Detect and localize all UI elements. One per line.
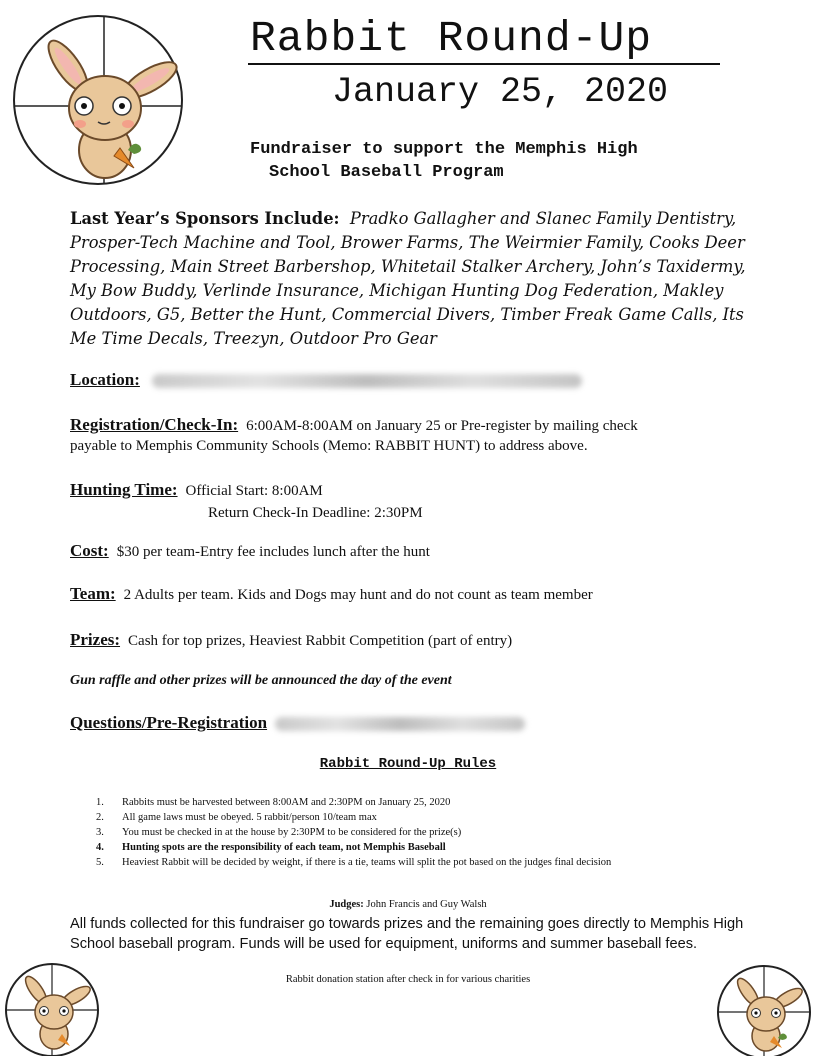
fundraiser-tagline [250, 138, 730, 184]
rules-list [96, 795, 776, 870]
prizes-section [70, 630, 770, 650]
donation-note: Rabbit donation station after check in for various charities [285, 974, 531, 985]
rule-text: All game laws must be obeyed. 5 rabbit/person 10/team max [122, 812, 377, 823]
rule-item [96, 795, 776, 810]
cost-label: Cost: [70, 541, 109, 560]
sponsors-list: Pradko Gallagher and Slanec Family Dentistry, Prosper-Tech Machine and Tool, Brower Farms, The Weirmier Family, Cooks Deer Processing, Main Street Barbershop, Whitetail Stalker Archery, John’s Taxidermy, My Bow Buddy, Verlinde Insurance, Michigan Hunting Dog Federation, Makley Outdoors, G5, Better the Hunt, Commercial Divers, Timber Freak Game Calls, Its Me Time Decals, Treezyn, Outdoor Pro Gear [70, 209, 746, 348]
rule-number: 3. [96, 827, 104, 838]
redacted-contact [275, 717, 525, 731]
rule-text: Rabbits must be harvested between 8:00AM and 2:30PM on January 25, 2020 [122, 797, 451, 808]
sponsors-section [70, 207, 760, 351]
judges-label: Judges: [329, 899, 364, 910]
rule-number: 4. [96, 842, 104, 853]
judges-line [0, 899, 816, 910]
rule-number: 5. [96, 857, 104, 868]
rule-item [96, 825, 776, 840]
rules-title [0, 756, 816, 772]
questions-label: Questions/Pre-Registration [70, 713, 268, 732]
rule-item [96, 855, 776, 870]
event-date: January 25, 2020 [332, 72, 669, 112]
rule-item [96, 810, 776, 825]
funds-paragraph: All funds collected for this fundraiser go towards prizes and the remaining goes directly to Memphis High School baseball program. Funds will be used for equipment, uniforms and summer baseball fees. [70, 916, 744, 952]
cost-text: $30 per team-Entry fee includes lunch after the hunt [116, 544, 430, 560]
gun-raffle-note: Gun raffle and other prizes will be announced the day of the event [70, 673, 452, 688]
fundraiser-line-1: Fundraiser to support the Memphis High [250, 140, 638, 159]
team-text: 2 Adults per team. Kids and Dogs may hunt and do not count as team member [123, 587, 593, 603]
registration-label: Registration/Check-In: [70, 415, 239, 434]
rule-text: You must be checked in at the house by 2:30PM to be considered for the prize(s) [122, 827, 462, 838]
registration-line-2: payable to Memphis Community Schools (Memo: RABBIT HUNT) to address above. [70, 438, 588, 454]
title-underline [248, 63, 720, 65]
prizes-text: Cash for top prizes, Heaviest Rabbit Competition (part of entry) [128, 633, 513, 649]
location-section [70, 370, 770, 390]
rule-item [96, 840, 776, 855]
hunting-time-label: Hunting Time: [70, 480, 178, 499]
rules-title-text: Rabbit Round-Up Rules [319, 756, 497, 772]
questions-section [70, 713, 770, 733]
rule-number: 2. [96, 812, 104, 823]
registration-line-1: 6:00AM-8:00AM on January 25 or Pre-register by mailing check [246, 418, 638, 434]
rule-text: Heaviest Rabbit will be decided by weight, if there is a tie, teams will split the pot based on the judges final decision [122, 857, 612, 868]
registration-section [70, 415, 770, 456]
rule-number: 1. [96, 797, 104, 808]
redacted-address [152, 374, 582, 388]
team-section [70, 584, 770, 604]
rabbit-crosshair-icon [10, 10, 186, 190]
hunting-time-section [70, 479, 770, 524]
rule-text: Hunting spots are the responsibility of each team, not Memphis Baseball [122, 842, 446, 853]
sponsors-label: Last Year’s Sponsors Include: [70, 209, 340, 228]
hunting-deadline: Return Check-In Deadline: 2:30PM [208, 505, 423, 521]
cost-section [70, 541, 770, 561]
hunting-start: Official Start: 8:00AM [185, 483, 323, 499]
fundraiser-line-2: School Baseball Program [269, 163, 504, 182]
page-title: Rabbit Round-Up [250, 14, 653, 63]
prizes-label: Prizes: [70, 630, 121, 649]
judges-names: John Francis and Guy Walsh [366, 899, 487, 910]
location-label: Location: [70, 370, 140, 389]
team-label: Team: [70, 584, 116, 603]
